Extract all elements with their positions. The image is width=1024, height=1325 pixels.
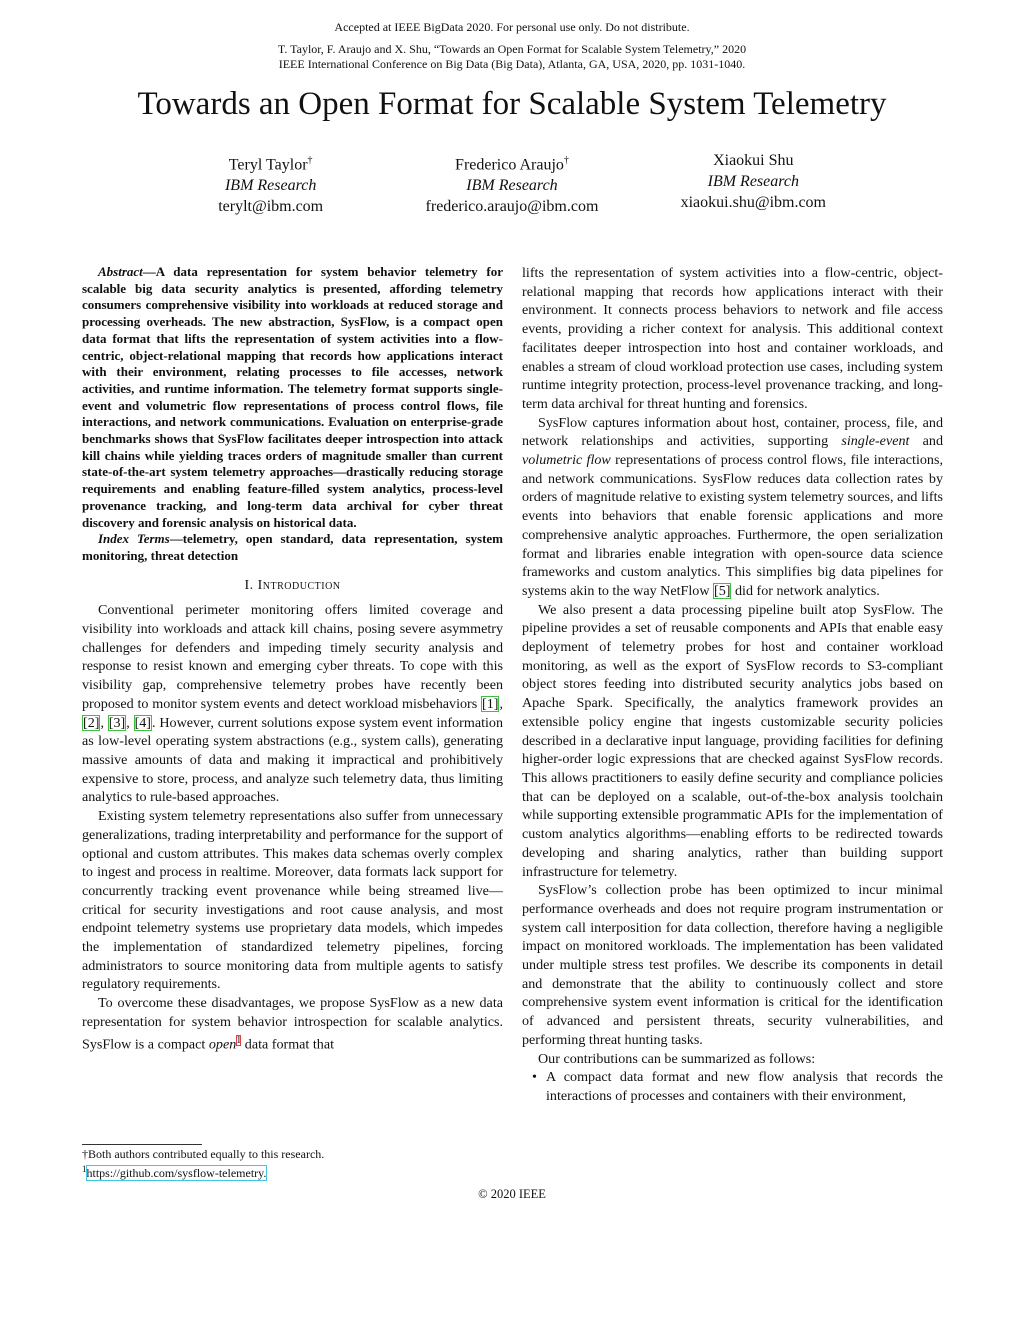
intro-paragraph-8: Our contributions can be summarized as follows: xyxy=(538,1050,816,1067)
emphasis-text: open xyxy=(208,1036,237,1053)
emphasis-text: volumetric flow xyxy=(522,452,611,469)
author-email: xiaokui.shu@ibm.com xyxy=(680,194,826,211)
contributions-list xyxy=(522,1068,943,1105)
abstract xyxy=(82,264,503,531)
author-block xyxy=(0,150,1024,217)
citation-link[interactable]: [3] xyxy=(108,714,126,731)
github-link[interactable]: https://github.com/sysflow-telemetry. xyxy=(86,1166,267,1180)
intro-paragraph-6: We also present a data processing pipeline built atop SysFlow. The pipeline provides a set of reusable components and APIs that enable easy deployment of telemetry probes for host and container workload monitoring, as well as the export of SysFlow records to S3-compliant object stores feeding into distributed security analytics jobs based on Apache Spark. Specifically, the analytics framework provides an extensible policy engine that ingests customizable security policies described in a declarative input language, providing facilities for defining higher-order logic expressions that are checked against SysFlow records. This allows practitioners to easily define security and compliance policies that can be deployed on a scalable, out-of-the-box analysis toolchain while supporting extensible programmatic APIs for the implementation of custom analytics algorithms—enabling efforts to be redirected towards developing and sharing analytics, rather than building support infrastructure for telemetry. xyxy=(522,601,943,880)
author-name: Teryl Taylor xyxy=(228,156,308,174)
intro-paragraph-5 xyxy=(522,414,943,601)
author-mark: † xyxy=(563,155,569,166)
citation-link[interactable]: [4] xyxy=(134,714,151,731)
author-name: Frederico Araujo xyxy=(455,156,564,174)
emphasis-text: single-event xyxy=(841,433,910,450)
citation-link[interactable]: [5] xyxy=(714,582,731,599)
paper-title: Towards an Open Format for Scalable System Telemetry xyxy=(137,86,887,122)
author-affiliation: IBM Research xyxy=(224,177,317,195)
paragraph-text: data format that xyxy=(241,1036,334,1053)
paragraph-text: Conventional perimeter monitoring offers limited coverage and visibility into workloads and attack kill chains, posing severe asymmetry challenges for defenders and impeding timely security analysis and response to resist known and emerging cyber threats. To cope with this visibility gap, comprehensive telemetry probes have recently been proposed to monitor system events and detect workload misbehaviors xyxy=(82,602,503,712)
footnote-rule xyxy=(82,1144,202,1145)
paragraph-text: did for network analytics. xyxy=(731,582,880,599)
author-email: frederico.araujo@ibm.com xyxy=(425,198,599,216)
intro-paragraph-2: Existing system telemetry representations also suffer from unnecessary generalizations, trading interpretability and performance for the support of optional and custom attributes. This makes data schemas overly complex to ingest and process in realtime. Moreover, data formats lack support for concurrently tracking event provenance while being streamed live—critical for security investigations and root cause analysis, and most endpoint telemetry systems use proprietary data models, which impedes the implementation of standardized telemetry pipelines, forcing administrators to source monitoring data from multiple agents to satisfy regulatory requirements. xyxy=(82,808,503,993)
author-affiliation: IBM Research xyxy=(466,177,558,195)
author-mark: † xyxy=(307,155,313,166)
author-2 xyxy=(412,150,612,217)
author-email: terylt@ibm.com xyxy=(218,198,324,216)
paragraph-text: To overcome these disadvantages, we propose SysFlow as a new data representation for system behavior introspection for scalable analytics. SysFlow is a compact xyxy=(82,995,503,1053)
citation-line-1: T. Taylor, F. Araujo and X. Shu, “Towards an Open Format for Scalable System Telemetry,” 2020 xyxy=(277,42,747,56)
section-number: I. xyxy=(244,577,254,593)
footnotes xyxy=(82,1144,503,1181)
index-terms-text: —telemetry, open standard, data representation, system monitoring, threat detection xyxy=(82,531,504,563)
intro-paragraph-1: Conventional perimeter monitoring offers limited coverage and visibility into workloads and attack kill chains, posing severe asymmetry challenges for defenders and impeding timely security analysis and response to resist known and emerging cyber threats. To cope with this visibility gap, comprehensive telemetry probes have recently been proposed to monitor system events and detect workload misbehaviors [1], [2], [3], [4]. However, current solutions expose system event information as low-level operating system abstractions (e.g., system calls), generating massive amounts of data and making it impractical and prohibitively expensive to store, process, and analyze such telemetry data, thus limiting analytics to rule-based approaches. xyxy=(82,602,503,806)
intro-paragraph-7: SysFlow’s collection probe has been optimized to incur minimal performance overheads and does not require program instrumentation or system call interposition for data collection, therefore having a negligible impact on monitored workloads. The implementation has been validated under multiple stress test profiles. We describe its components in detail and demonstrate that the ability to continuously collect and store comprehensive system event information is critical for the identification of advanced and persistent threats, security vulnerabilities, and performing threat hunting tasks. xyxy=(522,882,943,1048)
paragraph-text: and xyxy=(909,433,943,450)
footnote-dagger: †Both authors contributed equally to this research. xyxy=(82,1147,325,1161)
paragraph-text: representations of process control flows, file interactions, and network communications. SysFlow reduces data collection rates by orders of magnitude relative to existing system telemetry sources, and lifts events into behaviors that enable forensic applications and more comprehensive analytic approaches. Furthermore, the open serialization format and libraries enable integration with open-source data science frameworks and custom analytics. This simplifies big data pipelines for systems akin to the way NetFlow xyxy=(522,452,943,599)
paragraph-text: SysFlow captures information about host, container, process, file, and network relationships and activities, supporting xyxy=(522,414,943,450)
author-3 xyxy=(653,150,853,217)
abstract-text: —A data representation for system behavior telemetry for scalable big data security analytics is presented, affording telemetry consumers comprehensive visibility into workloads at reduced storage and processing overheads. The new abstraction, SysFlow, is a compact open data format that lifts the representation of system activities into a flow-centric, object-relational mapping that records how applications interact with their environment, relating processes to file accesses, network activities, and runtime information. The telemetry format supports single-event and volumetric flow representations of process control flows, file interactions, and network communications. Evaluation on enterprise-grade benchmarks shows that SysFlow facilitates deeper introspection into attack kill chains while yielding traces orders of magnitude smaller than current state-of-the-art system telemetry approaches—drastically reducing storage requirements and enabling feature-filled system analytics, process-level provenance tracking, and long-term data archival for cyber threat discovery and forensic analysis on historical data. xyxy=(82,264,503,530)
citation-line-2: IEEE International Conference on Big Data (Big Data), Atlanta, GA, USA, 2020, pp. 1031-1040. xyxy=(278,57,746,71)
intro-paragraph-4: lifts the representation of system activities into a flow-centric, object-relational mapping that records how applications interact with their environment. It connects process behaviors to network and file access events, providing a richer context for analysis. This additional context facilitates deeper introspection into host and container workloads, and enables a stream of cloud workload protection use cases, including system runtime integrity protection, process-level provenance tracking, and long-term data archival for threat hunting and forensics. xyxy=(522,265,943,412)
left-column xyxy=(82,264,503,1054)
section-heading xyxy=(82,577,503,596)
index-terms xyxy=(82,531,503,564)
footnote-mark: 1 xyxy=(82,1164,87,1174)
author-1 xyxy=(171,150,371,217)
author-affiliation: IBM Research xyxy=(707,173,799,190)
section-title: Introduction xyxy=(257,577,341,593)
citation-link[interactable]: [1] xyxy=(482,695,499,712)
publication-notice: Accepted at IEEE BigData 2020. For personal use only. Do not distribute. xyxy=(334,20,690,34)
copyright-footer: © 2020 IEEE xyxy=(478,1187,546,1201)
citation-link[interactable]: [2] xyxy=(83,714,100,731)
right-column xyxy=(522,264,943,1106)
abstract-label: Abstract xyxy=(98,264,143,279)
intro-paragraph-3 xyxy=(82,994,503,1054)
footnote-1 xyxy=(82,1162,503,1181)
footnote-link[interactable]: 1 xyxy=(236,1034,242,1046)
index-terms-label: Index Terms xyxy=(98,531,170,547)
paragraph-text: . However, current solutions expose system event information as low-level operating system abstractions (e.g., system calls), generating massive amounts of data and making it impractical and prohibitively expensive to store, process, and analyze such telemetry data, thus limiting analytics to rule-based approaches. xyxy=(82,714,503,806)
author-name: Xiaokui Shu xyxy=(713,152,794,169)
list-item: • A compact data format and new flow analysis that records the interactions of processes and containers with their environment, xyxy=(546,1068,943,1105)
